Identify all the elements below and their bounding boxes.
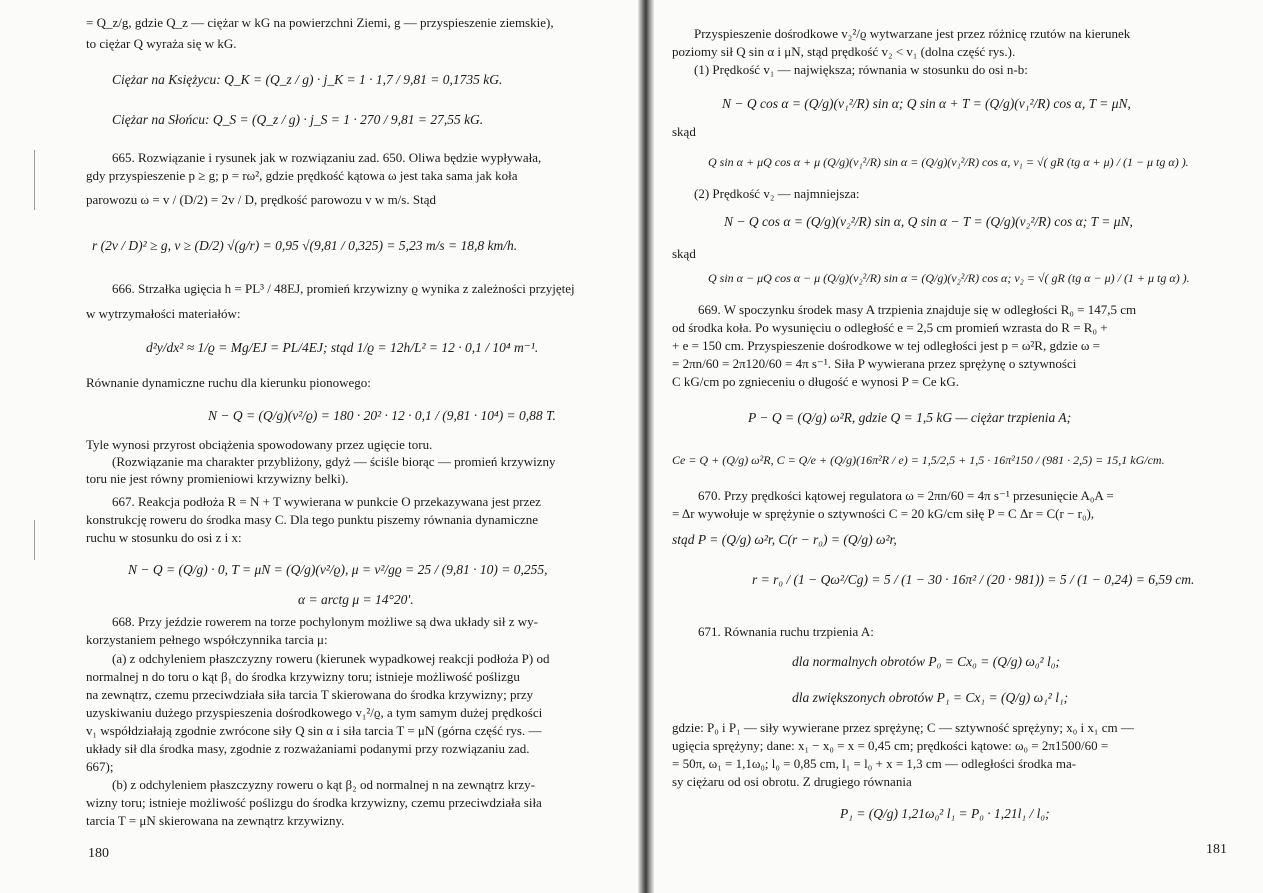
text-line: (a) z odchyleniem płaszczyzny roweru (kierunek wypadkowej reakcji podłoża P) od (112, 651, 550, 666)
text-line: (2) Prędkość v₂ — najmniejsza: (694, 186, 860, 201)
text-line: wizny toru; istnieje możliwość poślizgu do środka krzywizny, czemu przeciwdziała siła (86, 795, 542, 810)
text-line: + e = 150 cm. Przyspieszenie dośrodkowe w tej odległości jest p = ω²R, gdzie ω = (672, 338, 1100, 353)
text-line: uzyskiwaniu dużego przyspieszenia dośrodkowego v₁²/ϱ, a tym samym dużej prędkości (86, 705, 543, 720)
equation: N − Q = (Q/g)(v²/ϱ) = 180 · 20² · 12 · 0,1 / (9,81 · 10⁴) = 0,88 T. (208, 408, 556, 423)
text-line: 667); (86, 759, 114, 774)
text-line: (b) z odchyleniem płaszczyzny roweru o kąt β₂ od normalnej n na zewnątrz krzy- (112, 777, 536, 792)
scan-edge-mark (34, 150, 35, 210)
right-page (652, 0, 1263, 893)
problem-666-line: 666. Strzałka ugięcia h = PL³ / 48EJ, promień krzywizny ϱ wynika z zależności przyjętej (112, 281, 575, 296)
text-line: ugięcia sprężyny; dane: x₁ − x₀ = x = 0,45 cm; prędkości kątowe: ω₀ = 2π1500/60 = (672, 738, 1109, 753)
problem-668-line: 668. Przy jeździe rowerem na torze pochylonym możliwe są dwa układy sił z wy- (112, 614, 538, 629)
equation: α = arctg μ = 14°20′. (298, 592, 414, 607)
equation: r (2v / D)² ≥ g, v ≥ (D/2) √(g/r) = 0,95 √(9,81 / 0,325) = 5,23 m/s = 18,8 km/h. (92, 238, 518, 253)
equation: P − Q = (Q/g) ω²R, gdzie Q = 1,5 kG — ciężar trzpienia A; (748, 410, 1072, 425)
text-line: = 2πn/60 = 2π120/60 = 4π s⁻¹. Siła P wywierana przez sprężynę o sztywności (672, 356, 1077, 371)
equation: N − Q cos α = (Q/g)(v₁²/R) sin α; Q sin α + T = (Q/g)(v₁²/R) cos α, T = μN, (722, 96, 1131, 111)
problem-671-line: 671. Równania ruchu trzpienia A: (698, 624, 874, 639)
equation: Q sin α − μQ cos α − μ (Q/g)(v₂²/R) sin α = (Q/g)(v₂²/R) cos α; v₂ = √( gR (tg α − μ) / (1 + μ tg α) ). (708, 271, 1190, 285)
equation: N − Q = (Q/g) · 0, T = μN = (Q/g)(v²/ϱ), μ = v²/gϱ = 25 / (9,81 · 10) = 0,255, (128, 562, 548, 577)
text-line: (Rozwiązanie ma charakter przybliżony, gdyż — ściśle biorąc — promień krzywizny (112, 454, 556, 469)
text-line: ruchu w stosunku do osi z i x: (86, 530, 242, 545)
text-line: normalnej n do toru o kąt β₁ do środka krzywizny toru; istnieje możliwość poślizgu (86, 669, 520, 684)
problem-670-line: 670. Przy prędkości kątowej regulatora ω = 2πn/60 = 4π s⁻¹ przesunięcie A₀A = (698, 488, 1114, 503)
text-line: = Q_z/g, gdzie Q_z — ciężar w kG na powierzchni Ziemi, g — przyspieszenie ziemskie), (86, 15, 554, 30)
page-number-left: 180 (88, 846, 109, 861)
problem-667-line: 667. Reakcja podłoża R = N + T wywierana w punkcie O przekazywana jest przez (112, 494, 541, 509)
equation: dla zwiększonych obrotów P₁ = Cx₁ = (Q/g) ω₁² l₁; (792, 690, 1069, 705)
text-line: (1) Prędkość v₁ — największa; równania w stosunku do osi n-b: (694, 62, 1028, 77)
text-line: konstrukcję roweru do środka masy C. Dla tego punktu piszemy równania dynamiczne (86, 512, 538, 527)
equation: Ciężar na Księżycu: Q_K = (Q_z / g) · j_K = 1 · 1,7 / 9,81 = 0,1735 kG. (112, 72, 503, 87)
equation: Ciężar na Słońcu: Q_S = (Q_z / g) · j_S = 1 · 270 / 9,81 = 27,55 kG. (112, 112, 484, 127)
text-line: gdzie: P₀ i P₁ — siły wywierane przez sprężynę; C — sztywność sprężyny; x₀ i x₁ cm — (672, 720, 1134, 735)
text-line: C kG/cm po zgnieceniu o długość e wynosi P = Ce kG. (672, 374, 960, 389)
text-line: poziomy sił Q sin α i μN, stąd prędkość v₂ < v₁ (dolna część rys.). (672, 44, 1016, 59)
equation: P₁ = (Q/g) 1,21ω₀² l₁ = P₀ · 1,21l₁ / l₀; (840, 806, 1050, 821)
text-line: w wytrzymałości materiałów: (86, 306, 241, 321)
text-line: = 50π, ω₁ = 1,1ω₀; l₀ = 0,85 cm, l₁ = l₀ + x = 1,3 cm — odległości środka ma- (672, 756, 1077, 771)
text-line: Tyle wynosi przyrost obciążenia spowodowany przez ugięcie toru. (86, 437, 433, 452)
text-line: sy ciężaru od osi obrotu. Z drugiego równania (672, 774, 912, 789)
equation: Q sin α + μQ cos α + μ (Q/g)(v₁²/R) sin α = (Q/g)(v₁²/R) cos α, v₁ = √( gR (tg α + μ) / (1 − μ tg α) ). (708, 155, 1189, 169)
scan-edge-mark (34, 520, 35, 560)
problem-669-line: 669. W spoczynku środek masy A trzpienia znajduje się w odległości R₀ = 147,5 cm (698, 302, 1137, 317)
equation: dla normalnych obrotów P₀ = Cx₀ = (Q/g) ω₀² l₀; (792, 654, 1060, 669)
text-line: skąd (672, 124, 696, 139)
text-line: parowozu ω = v / (D/2) = 2v / D, prędkość parowozu v w m/s. Stąd (86, 192, 436, 207)
text-line: korzystaniem pełnego współczynnika tarcia μ: (86, 632, 328, 647)
text-line: to ciężar Q wyraża się w kG. (86, 36, 237, 51)
text-line: od środka koła. Po wysunięciu o odległość e = 2,5 cm promień wzrasta do R = R₀ + (672, 320, 1108, 335)
equation: d²y/dx² ≈ 1/ϱ = Mg/EJ = PL/4EJ; stąd 1/ϱ = 12h/L² = 12 · 0,1 / 10⁴ m⁻¹. (146, 340, 539, 355)
text-line: Przyspieszenie dośrodkowe v₂²/ϱ wytwarzane jest przez różnicę rzutów na kierunek (694, 26, 1131, 41)
text-line: na zewnątrz, czemu przeciwdziała siła tarcia T skierowana do środka krzywizny; przy (86, 687, 534, 702)
equation: stąd P = (Q/g) ω²r, C(r − r₀) = (Q/g) ω²r, (672, 532, 897, 547)
text-line: układy sił dla środka masy, zgodnie z rozważaniami podanymi przy rozwiązaniu zad. (86, 741, 530, 756)
page-number-right: 181 (1206, 842, 1227, 857)
text-line: gdy przyspieszenie p ≥ g; p = rω², gdzie prędkość kątowa ω jest taka sama jak koła (86, 168, 518, 183)
text-line: = Δr wywołuje w sprężynie o sztywności C = 20 kG/cm siłę P = C Δr = C(r − r₀), (672, 506, 1095, 521)
text-line: toru nie jest równy promieniowi krzywizny belki). (86, 471, 349, 486)
equation: r = r₀ / (1 − Qω²/Cg) = 5 / (1 − 30 · 16π² / (20 · 981)) = 5 / (1 − 0,24) = 6,59 cm. (752, 572, 1195, 587)
text-line: v₁ współdziałają zgodnie zwrócone siły Q sin α i siła tarcia T = μN (górna część rys. — (86, 723, 542, 738)
text-line: tarcia T = μN skierowana na zewnątrz krzywizny. (86, 813, 345, 828)
equation: Ce = Q + (Q/g) ω²R, C = Q/e + (Q/g)(16π²R / e) = 1,5/2,5 + 1,5 · 16π²150 / (981 · 2,5) = 15,1 kG/cm. (672, 453, 1165, 467)
text-line: Równanie dynamiczne ruchu dla kierunku pionowego: (86, 375, 371, 390)
problem-665-line: 665. Rozwiązanie i rysunek jak w rozwiązaniu zad. 650. Oliwa będzie wypływała, (112, 150, 542, 165)
equation: N − Q cos α = (Q/g)(v₂²/R) sin α, Q sin α − T = (Q/g)(v₂²/R) cos α; T = μN, (724, 214, 1133, 229)
text-line: skąd (672, 246, 696, 261)
